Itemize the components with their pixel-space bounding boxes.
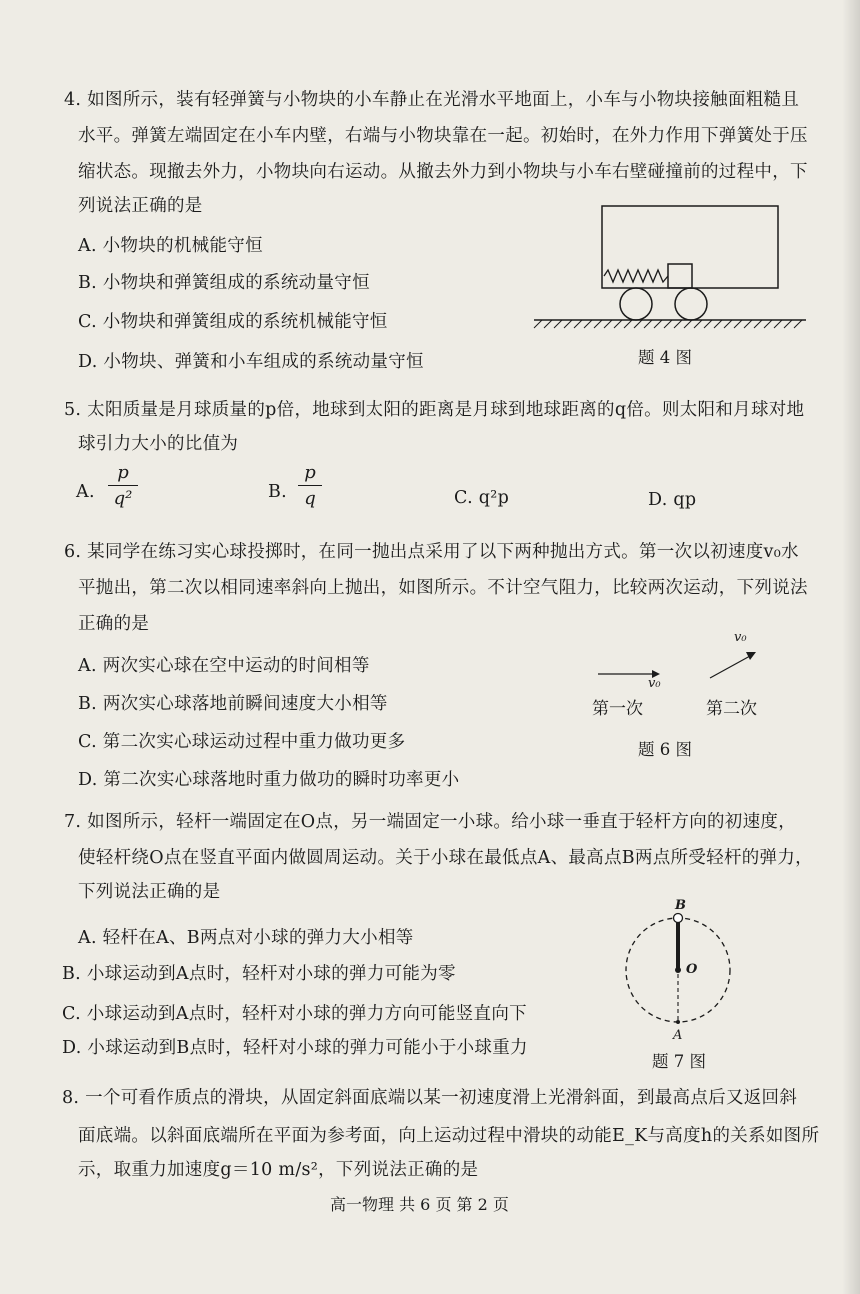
q7-point-o-label: O	[686, 962, 698, 977]
q7-line-1: 7. 如图所示，轻杆一端固定在O点，另一端固定一小球。给小球一垂直于轻杆方向的初速度，	[64, 812, 797, 832]
q5-option-b-fraction	[298, 462, 322, 509]
q8-line-3: 示，取重力加速度g＝10 m/s²，下列说法正确的是	[78, 1160, 479, 1180]
q5-option-a-label: A.	[76, 482, 95, 502]
q7-option-b: B. 小球运动到A点时，轻杆对小球的弹力可能为零	[62, 964, 456, 984]
q6-line-2: 平抛出，第二次以相同速率斜向上抛出，如图所示。不计空气阻力，比较两次运动，下列说法	[78, 578, 808, 598]
q6-option-d: D. 第二次实心球落地时重力做功的瞬时功率更小	[78, 770, 460, 790]
page-footer: 高一物理 共 6 页 第 2 页	[330, 1195, 509, 1214]
q4-line-4: 列说法正确的是	[78, 196, 203, 216]
q7-line-2: 使轻杆绕O点在竖直平面内做圆周运动。关于小球在最低点A、最高点B两点所受轻杆的弹力，	[78, 848, 813, 868]
q6-option-b: B. 两次实心球落地前瞬间速度大小相等	[78, 694, 388, 714]
q5-line-1: 5. 太阳质量是月球质量的p倍，地球到太阳的距离是月球到地球距离的q倍。则太阳和月球对地	[64, 400, 805, 420]
throw-arrows-figure	[590, 640, 770, 690]
rod-circle-figure	[618, 900, 738, 1030]
q5-option-a-numerator: p	[117, 462, 129, 483]
q4-option-b: B. 小物块和弹簧组成的系统动量守恒	[78, 273, 370, 293]
q7-line-3: 下列说法正确的是	[78, 882, 221, 902]
q7-point-a-label: A	[673, 1028, 683, 1043]
q7-option-a: A. 轻杆在A、B两点对小球的弹力大小相等	[78, 928, 414, 948]
q6-line-1: 6. 某同学在练习实心球投掷时，在同一抛出点采用了以下两种抛出方式。第一次以初速度v₀水	[64, 542, 799, 562]
q7-point-b-label: B	[675, 898, 686, 913]
q6-first-throw-label: 第一次	[592, 699, 643, 719]
q5-option-a-denominator: q²	[113, 488, 133, 509]
q6-line-3: 正确的是	[78, 614, 150, 634]
q5-line-2: 球引力大小的比值为	[78, 434, 239, 454]
fraction-bar	[108, 485, 138, 486]
q7-figure-caption: 题 7 图	[652, 1052, 706, 1071]
q4-option-a: A. 小物块的机械能守恒	[78, 236, 263, 256]
q4-option-c: C. 小物块和弹簧组成的系统机械能守恒	[78, 312, 388, 332]
q6-figure-caption: 题 6 图	[638, 740, 692, 759]
q4-line-3: 缩状态。现撤去外力，小物块向右运动。从撤去外力到小物块与小车右壁碰撞前的过程中，下	[78, 162, 808, 182]
q4-option-d: D. 小物块、弹簧和小车组成的系统动量守恒	[78, 352, 424, 372]
q8-line-2: 面底端。以斜面底端所在平面为参考面，向上运动过程中滑块的动能E_K与高度h的关系如图所	[78, 1126, 820, 1146]
q5-option-b-numerator: p	[304, 462, 316, 483]
q8-line-1: 8. 一个可看作质点的滑块，从固定斜面底端以某一初速度滑上光滑斜面，到最高点后又返回斜	[62, 1088, 798, 1108]
q4-figure-caption: 题 4 图	[638, 348, 692, 367]
fraction-bar	[298, 485, 322, 486]
q4-line-2: 水平。弹簧左端固定在小车内壁，右端与小物块靠在一起。初始时，在外力作用下弹簧处于压	[78, 126, 808, 146]
cart-spring-figure	[528, 200, 818, 340]
q5-option-b-label: B.	[268, 482, 288, 502]
q6-second-throw-label: 第二次	[706, 699, 757, 719]
q5-option-c: C. q²p	[454, 488, 510, 508]
q5-option-b-denominator: q	[304, 488, 316, 509]
page-edge-shadow	[842, 0, 860, 1294]
q4-line-1: 4. 如图所示，装有轻弹簧与小物块的小车静止在光滑水平地面上，小车与小物块接触面粗糙且	[64, 90, 800, 110]
q6-option-c: C. 第二次实心球运动过程中重力做功更多	[78, 732, 406, 752]
q7-option-c: C. 小球运动到A点时，轻杆对小球的弹力方向可能竖直向下	[62, 1004, 527, 1024]
q5-option-a-fraction	[108, 462, 138, 509]
q6-first-v0-label: v₀	[648, 676, 661, 691]
q7-option-d: D. 小球运动到B点时，轻杆对小球的弹力可能小于小球重力	[62, 1038, 528, 1058]
q6-second-v0-label: v₀	[734, 630, 747, 645]
q5-option-d: D. qp	[648, 490, 697, 510]
q6-option-a: A. 两次实心球在空中运动的时间相等	[78, 656, 370, 676]
